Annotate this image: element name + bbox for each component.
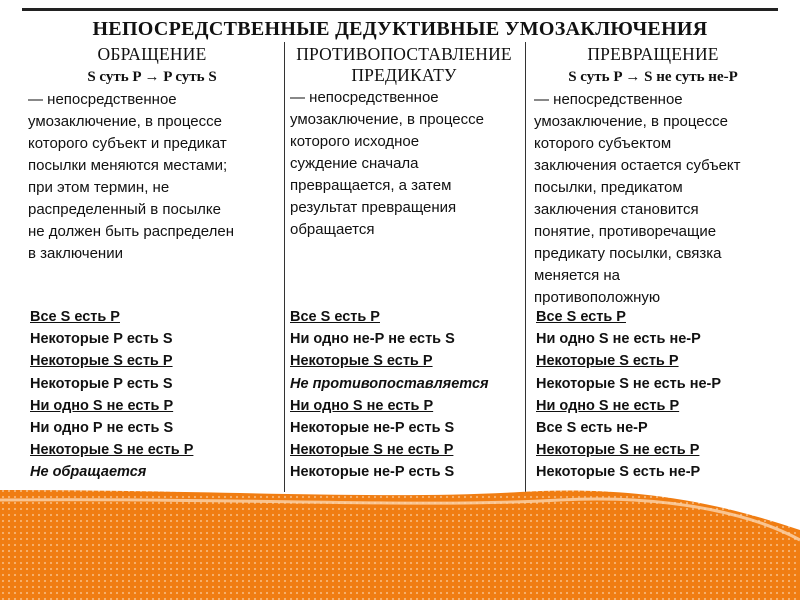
description-line: умозаключение, в процессе	[28, 113, 222, 130]
rules-list-conversion	[30, 306, 280, 484]
description-line: результат превращения	[290, 199, 457, 216]
orange-wave-decoration	[0, 470, 800, 600]
rule-line: Некоторые не-Р есть S	[290, 420, 455, 437]
column-conversion	[28, 44, 276, 265]
description-line: посылки, предикатом	[534, 179, 683, 196]
description-line: умозаключение, в процессе	[290, 111, 484, 128]
top-border	[22, 8, 778, 11]
description-line: в заключении	[28, 245, 123, 262]
rule-line: Ни одно S не есть Р	[290, 397, 434, 414]
column-heading	[534, 44, 772, 65]
description-line: понятие, противоречащие	[534, 223, 717, 240]
rule-line: Некоторые S не есть Р	[30, 442, 194, 459]
description-line: превращается, а затем	[290, 177, 452, 194]
column-description	[28, 89, 276, 265]
rule-line: Некоторые Р есть S	[30, 331, 173, 348]
description-line: при этом термин, не	[28, 179, 170, 196]
description-line: не должен быть распределен	[28, 223, 235, 240]
rule-line: Некоторые S не есть Р	[536, 442, 700, 459]
rule-line: Некоторые S есть Р	[30, 353, 173, 370]
rules-list-obversion	[536, 306, 776, 484]
rule-line: Некоторые Р есть S	[30, 375, 173, 392]
column-obversion	[534, 44, 772, 309]
column-heading	[290, 44, 518, 86]
description-line: суждение сначала	[290, 155, 419, 172]
rule-line: Все S есть не-Р	[536, 420, 648, 437]
rule-line: Ни одно S не есть Р	[30, 397, 174, 414]
description-line: посылки меняются местами;	[28, 157, 228, 174]
page-title: НЕПОСРЕДСТВЕННЫЕ ДЕДУКТИВНЫЕ УМОЗАКЛЮЧЕНИЯ	[92, 18, 708, 40]
description-line: — непосредственное	[534, 91, 683, 108]
description-line: меняется на	[534, 267, 621, 284]
column-divider	[284, 42, 285, 492]
heading-line: ПРЕВРАЩЕНИЕ	[587, 44, 719, 64]
rule-line: Некоторые S есть не-Р	[536, 464, 701, 481]
rule-line: Ни одно S не есть Р	[536, 397, 680, 414]
description-line: распределенный в посылке	[28, 201, 221, 218]
rule-line: Все S есть Р	[290, 309, 380, 325]
heading-line: ПРОТИВОПОСТАВЛЕНИЕ	[296, 44, 512, 64]
column-divider	[525, 42, 526, 492]
description-line: — непосредственное	[290, 89, 439, 106]
column-heading	[28, 44, 276, 65]
rule-line: Не противопоставляется	[290, 375, 489, 392]
rule-line: Все S есть Р	[536, 309, 626, 325]
description-line: предикату посылки, связка	[534, 245, 722, 262]
description-line: которого исходное	[290, 133, 420, 150]
description-line: которого субъектом	[534, 135, 672, 152]
rule-line: Некоторые S не есть Р	[290, 442, 454, 459]
formula: S суть P → S не суть не-P	[568, 69, 738, 85]
description-line: обращается	[290, 221, 375, 238]
rule-line: Ни одно S не есть не-Р	[536, 331, 701, 348]
description-line: — непосредственное	[28, 91, 177, 108]
rule-line: Не обращается	[30, 464, 147, 481]
rule-line: Некоторые S есть Р	[536, 353, 679, 370]
formula: S суть P → P суть S	[87, 69, 217, 85]
rules-list-contraposition	[290, 306, 524, 484]
heading-line: ПРЕДИКАТУ	[351, 65, 457, 85]
rule-line: Некоторые S есть Р	[290, 353, 433, 370]
rule-line: Некоторые S не есть не-Р	[536, 375, 722, 392]
rule-line: Все S есть Р	[30, 309, 120, 325]
scanned-table	[22, 8, 778, 493]
description-line: заключения становится	[534, 201, 699, 218]
description-line: заключения остается субъект	[534, 157, 741, 174]
rule-line: Ни одно не-Р не есть S	[290, 331, 455, 348]
description-line: противоположную	[534, 289, 661, 306]
column-description	[290, 87, 518, 241]
description-line: умозаключение, в процессе	[534, 113, 728, 130]
rule-line: Ни одно Р не есть S	[30, 420, 174, 437]
description-line: которого субъект и предикат	[28, 135, 227, 152]
column-description	[534, 89, 772, 309]
heading-line: ОБРАЩЕНИЕ	[97, 44, 207, 64]
column-contraposition	[290, 44, 518, 241]
rule-line: Некоторые не-Р есть S	[290, 464, 455, 481]
